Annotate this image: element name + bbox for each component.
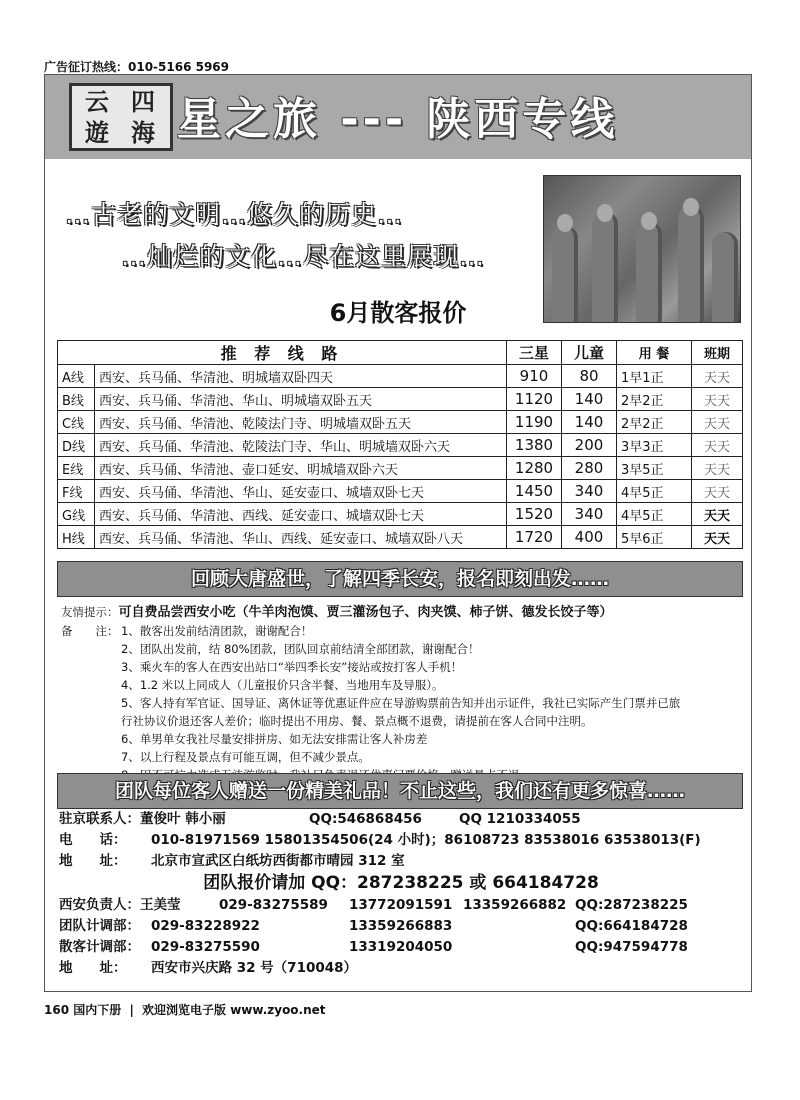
- route-meal: 4早5正: [617, 480, 692, 503]
- promo-banner-1: 回顾大唐盛世，了解四季长安，报名即刻出发……: [57, 561, 743, 597]
- beijing-address: 北京市宣武区白纸坊西街都市晴园 312 室: [151, 853, 405, 869]
- route-meal: 1早1正: [617, 365, 692, 388]
- tip-text: 可自费品尝西安小吃（牛羊肉泡馍、贾三灌汤包子、肉夹馍、柿子饼、德发长饺子等）: [118, 605, 613, 620]
- xian-fit-row: [59, 937, 743, 958]
- table-header-row: [58, 341, 743, 365]
- route-schedule: 天天: [692, 480, 743, 503]
- promo-banner-2: 团队每位客人赠送一份精美礼品！不止这些，我们还有更多惊喜……: [57, 773, 743, 809]
- beijing-phone-label: 电 话：: [59, 832, 127, 848]
- page-number: 160: [44, 1003, 70, 1017]
- footer-divider: |: [129, 1003, 134, 1017]
- route-child-price: 140: [562, 411, 617, 434]
- route-child-price: 200: [562, 434, 617, 457]
- routes-table: [57, 340, 743, 549]
- beijing-address-label: 地 址：: [59, 853, 127, 869]
- warrior-head: [597, 204, 613, 222]
- beijing-address-row: [59, 851, 743, 872]
- route-child-price: 400: [562, 526, 617, 549]
- xian-fit-label: 散客计调部：: [59, 939, 140, 955]
- notes-section: [61, 603, 741, 784]
- route-code: C线: [58, 411, 95, 434]
- ad-frame: [44, 74, 752, 992]
- route-desc: 西安、兵马俑、华清池、乾陵法门寺、华山、明城墙双卧六天: [95, 434, 507, 457]
- title-bar: [45, 75, 751, 159]
- xian-fit-phone-2: 13319204050: [349, 939, 453, 955]
- route-schedule: 天天: [692, 365, 743, 388]
- route-desc: 西安、兵马俑、华清池、华山、西线、延安壶口、城墙双卧八天: [95, 526, 507, 549]
- xian-team-qq: QQ:664184728: [575, 918, 688, 934]
- xian-manager-name: 王美莹: [140, 897, 181, 913]
- xian-team-phone-1: 029-83228922: [151, 918, 260, 934]
- table-row: [58, 457, 743, 480]
- route-price: 1380: [507, 434, 562, 457]
- route-meal: 3早3正: [617, 434, 692, 457]
- route-schedule: 天天: [692, 457, 743, 480]
- note-item: 2、团队出发前，结 80%团款，团队回京前结清全部团款，谢谢配合！: [121, 642, 480, 656]
- logo-glyph: 海: [131, 117, 157, 147]
- route-meal: 3早5正: [617, 457, 692, 480]
- footer-section: 国内下册: [73, 1003, 122, 1017]
- friendly-tip: [61, 603, 741, 622]
- notes-label: 备 注：: [61, 624, 119, 638]
- route-code: B线: [58, 388, 95, 411]
- route-child-price: 80: [562, 365, 617, 388]
- xian-fit-phone-1: 029-83275590: [151, 939, 260, 955]
- beijing-contact-row: [59, 809, 743, 830]
- beijing-phones: 010-81971569 15801354506(24 小时)；86108723 83538016 63538013(F): [151, 832, 701, 848]
- table-row: [58, 411, 743, 434]
- table-row: [58, 480, 743, 503]
- table-row: [58, 365, 743, 388]
- route-desc: 西安、兵马俑、华清池、华山、明城墙双卧五天: [95, 388, 507, 411]
- xian-manager-row: [59, 895, 743, 916]
- table-row: [58, 388, 743, 411]
- route-price: 1520: [507, 503, 562, 526]
- agency-logo: [69, 83, 173, 151]
- xian-team-row: [59, 916, 743, 937]
- route-meal: 5早6正: [617, 526, 692, 549]
- route-desc: 西安、兵马俑、华清池、壶口延安、明城墙双卧六天: [95, 457, 507, 480]
- warrior-head: [557, 214, 573, 232]
- route-desc: 西安、兵马俑、华清池、乾陵法门寺、明城墙双卧五天: [95, 411, 507, 434]
- quote-title: 6月散客报价: [329, 299, 467, 327]
- route-price: 910: [507, 365, 562, 388]
- route-schedule: 天天: [692, 503, 743, 526]
- xian-address-label: 地 址：: [59, 960, 127, 976]
- xian-address-row: [59, 958, 743, 979]
- header-meal: 用 餐: [617, 341, 692, 365]
- route-child-price: 280: [562, 457, 617, 480]
- beijing-phone-row: [59, 830, 743, 851]
- route-code: E线: [58, 457, 95, 480]
- xian-team-phone-2: 13359266883: [349, 918, 453, 934]
- route-price: 1190: [507, 411, 562, 434]
- route-desc: 西安、兵马俑、华清池、西线、延安壶口、城墙双卧七天: [95, 503, 507, 526]
- header-schedule: 班期: [692, 341, 743, 365]
- route-code: H线: [58, 526, 95, 549]
- note-item: 6、单男单女我社尽量安排拼房、如无法安排需让客人补房差: [121, 732, 428, 746]
- table-row: [58, 434, 743, 457]
- route-price: 1720: [507, 526, 562, 549]
- route-meal: 4早5正: [617, 503, 692, 526]
- route-schedule: 天天: [692, 388, 743, 411]
- slogan-line-2: …灿烂的文化…尽在这里展现…: [121, 242, 486, 271]
- route-child-price: 140: [562, 388, 617, 411]
- logo-glyph: 四: [131, 86, 157, 116]
- note-item: 行社协议价退还客人差价；临时提出不用房、餐、景点概不退费，请提前在客人合同中注明。: [121, 714, 593, 728]
- note-item: 4、1.2 米以上同成人（儿童报价只含半餐、当地用车及导服）。: [121, 678, 444, 692]
- route-code: F线: [58, 480, 95, 503]
- logo-glyph: 云: [85, 86, 111, 116]
- header-child: 儿童: [562, 341, 617, 365]
- xian-fit-qq: QQ:947594778: [575, 939, 688, 955]
- page-title: 星之旅 --- 陕西专线: [177, 94, 619, 145]
- xian-manager-phone-3: 13359266882: [463, 897, 567, 913]
- footer-text: 欢迎浏览电子版 www.zyoo.net: [142, 1003, 326, 1017]
- route-code: D线: [58, 434, 95, 457]
- xian-address: 西安市兴庆路 32 号（710048）: [151, 960, 358, 976]
- route-code: G线: [58, 503, 95, 526]
- xian-manager-phone-1: 029-83275589: [219, 897, 328, 913]
- beijing-contact-label: 驻京联系人：: [59, 811, 140, 827]
- header-three-star: 三星: [507, 341, 562, 365]
- route-schedule: 天天: [692, 411, 743, 434]
- page-footer: [44, 1001, 326, 1018]
- xian-manager-phone-2: 13772091591: [349, 897, 453, 913]
- table-row: [58, 503, 743, 526]
- route-meal: 2早2正: [617, 388, 692, 411]
- route-desc: 西安、兵马俑、华清池、华山、延安壶口、城墙双卧七天: [95, 480, 507, 503]
- route-desc: 西安、兵马俑、华清池、明城墙双卧四天: [95, 365, 507, 388]
- xian-team-label: 团队计调部：: [59, 918, 140, 934]
- route-price: 1450: [507, 480, 562, 503]
- slogan-line-1: …古老的文明…悠久的历史…: [65, 200, 404, 229]
- warrior-head: [641, 212, 657, 230]
- logo-glyph: 遊: [85, 117, 111, 147]
- note-item: 1、散客出发前结清团款，谢谢配合！: [121, 624, 313, 638]
- xian-manager-qq: QQ:287238225: [575, 897, 688, 913]
- route-price: 1120: [507, 388, 562, 411]
- ad-hotline: 广告征订热线：010-5166 5969: [44, 60, 230, 74]
- route-schedule: 天天: [692, 434, 743, 457]
- note-row: [61, 622, 741, 640]
- warrior-head: [683, 198, 699, 216]
- tip-label: 友情提示：: [61, 605, 119, 619]
- xian-manager-label: 西安负责人：: [59, 897, 140, 913]
- header-route: 推 荐 线 路: [58, 341, 507, 365]
- route-meal: 2早2正: [617, 411, 692, 434]
- table-row: [58, 526, 743, 549]
- beijing-qq-1: QQ:546868456: [309, 811, 422, 827]
- note-item: 5、客人持有军官证、国导证、离休证等优惠证件应在导游购票前告知并出示证件，我社已实际产生门票并已旅: [121, 696, 681, 710]
- note-item: 7、以上行程及景点有可能互调，但不减少景点。: [121, 750, 370, 764]
- route-code: A线: [58, 365, 95, 388]
- contacts-section: [59, 809, 743, 979]
- route-price: 1280: [507, 457, 562, 480]
- route-schedule: 天天: [692, 526, 743, 549]
- beijing-contact-names: 董俊叶 韩小丽: [140, 811, 226, 827]
- route-child-price: 340: [562, 503, 617, 526]
- note-item: 3、乘火车的客人在西安出站口“举四季长安”接站或按打客人手机！: [121, 660, 463, 674]
- team-quote-qq: 团队报价请加 QQ：287238225 或 664184728: [203, 873, 599, 893]
- route-child-price: 340: [562, 480, 617, 503]
- beijing-qq-2: QQ 1210334055: [459, 811, 581, 827]
